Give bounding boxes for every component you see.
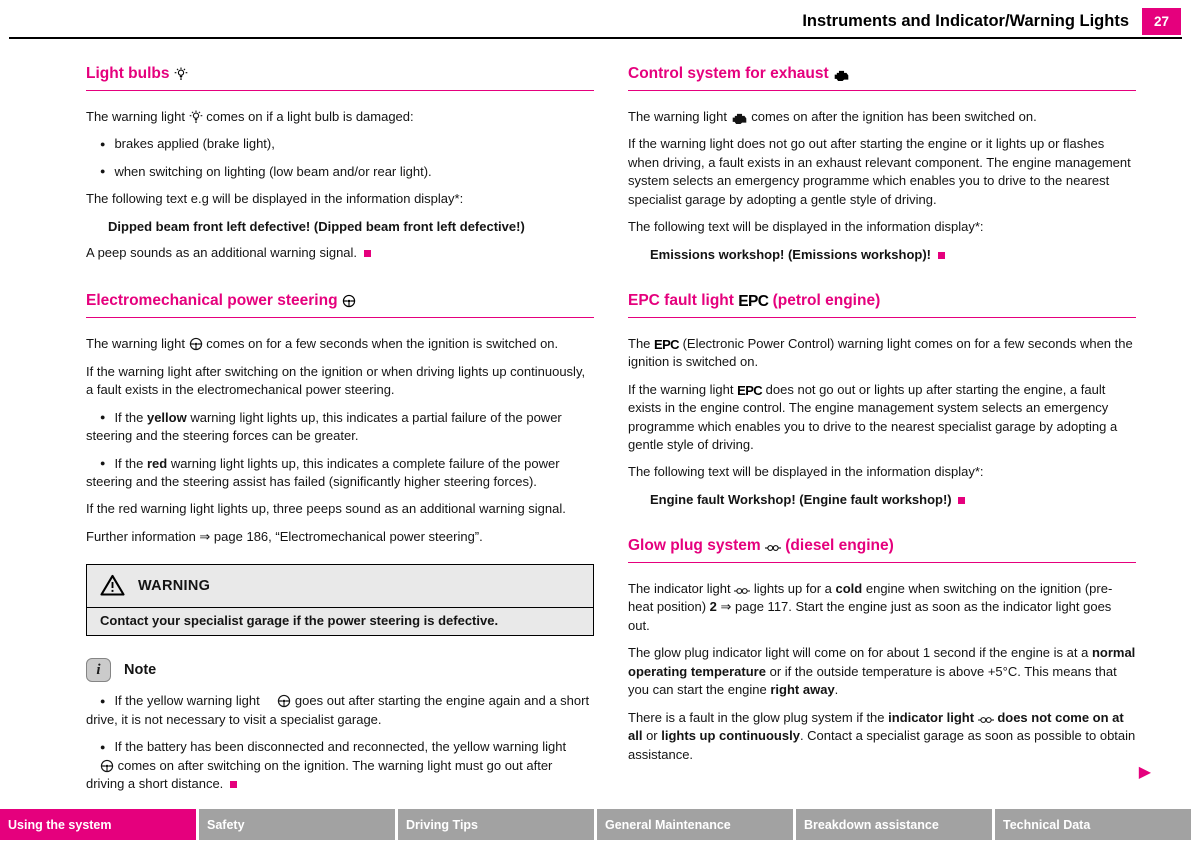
section-end-marker	[364, 250, 371, 257]
paragraph: The EPC (Electronic Power Control) warning light comes on for a few seconds when the ignition is switched on.	[628, 335, 1133, 370]
paragraph: There is a fault in the glow plug system if the indicator light does not come on at all or lights up continuously. Contact a specialist garage as soon as possible to obtain assistance.	[628, 709, 1136, 762]
bullet-marker-icon: ●	[100, 695, 106, 706]
bullet-item: ● when switching on lighting (low beam and/or rear light).	[100, 163, 432, 179]
power-steering-warning-icon	[263, 694, 291, 708]
page-number-badge: 27	[1142, 8, 1181, 35]
bullet-marker-icon: ●	[100, 166, 106, 177]
note-label: Note	[124, 662, 157, 679]
power-steering-warning-icon	[189, 337, 203, 351]
paragraph: The glow plug indicator light will come on for about 1 second if the engine is at a normal operating temperature or if the outside temperature is above +5°C. This means that you can start the engine right away.	[628, 645, 1136, 698]
note-info-icon: i	[86, 658, 111, 682]
footer-tab-safety[interactable]: Safety	[199, 809, 395, 840]
content-area	[0, 39, 1191, 843]
power-steering-warning-icon	[342, 294, 356, 310]
glow-plug-warning-icon	[734, 583, 750, 596]
bullet-item: ● If the yellow warning light goes out after starting the engine again and a short drive, it is not necessary to visit a specialist garage.	[86, 693, 590, 727]
light-bulb-warning-icon	[189, 110, 203, 124]
right-column	[628, 65, 1136, 803]
warning-title: WARNING	[138, 578, 211, 595]
bullet-item: ● brakes applied (brake light),	[100, 136, 275, 152]
paragraph: If the warning light does not go out after starting the engine or it lights up or flashes when driving, a fault exists in an exhaust relevant component. The engine management system selects an emergency programme which enables you to drive to the nearest specialist garage by adopting a gentle style of driving.	[628, 136, 1131, 207]
bullet-marker-icon: ●	[100, 458, 106, 469]
section-heading: Glow plug system (diesel engine)	[628, 537, 1136, 563]
section-end-marker	[938, 252, 945, 259]
note-header	[86, 658, 594, 682]
page-header	[0, 0, 1191, 35]
section-end-marker	[230, 781, 237, 788]
paragraph: If the red warning light lights up, three peeps sound as an additional warning signal.	[86, 501, 566, 517]
bullet-item: ● If the red warning light lights up, this indicates a complete failure of the power steering and the steering assist has failed (significantly higher steering forces).	[86, 455, 560, 489]
bullet-marker-icon: ●	[100, 741, 106, 752]
epc-symbol-icon: EPC	[738, 292, 769, 310]
bullet-marker-icon: ●	[100, 412, 106, 423]
paragraph: The following text will be displayed in the information display*:	[628, 464, 984, 480]
paragraph: If the warning light after switching on the ignition or when driving lights up continuously, a fault exists in the electromechanical power steering.	[86, 363, 586, 398]
footer-tab-technical-data[interactable]: Technical Data	[995, 809, 1191, 840]
page-title: Instruments and Indicator/Warning Lights	[802, 12, 1129, 30]
bullet-marker-icon: ●	[100, 138, 106, 149]
glow-plug-warning-icon	[765, 539, 781, 555]
bullet-item: ● If the yellow warning light lights up, this indicates a partial failure of the power steering and the steering forces can be greater.	[86, 409, 562, 444]
section-heading: Electromechanical power steering	[86, 292, 594, 318]
paragraph: The indicator light lights up for a cold engine when switching on the ignition (pre-heat position) 2 ⇒ page 117. Start the engine just as soon as the indicator light goes out.	[628, 580, 1113, 633]
paragraph: The warning light comes on after the ignition has been switched on.	[628, 109, 1037, 124]
paragraph: If the warning light EPC does not go out or lights up after starting the engine, a fault exists in the engine control. The engine management system selects an emergency programme which enables you to drive to the nearest specialist garage by adopting a gentle style of driving.	[628, 381, 1118, 452]
footer-tab-using-the-system[interactable]: Using the system	[0, 809, 196, 840]
section-end-marker	[958, 497, 965, 504]
paragraph: The warning light comes on if a light bulb is damaged:	[86, 109, 414, 124]
warning-text: Contact your specialist garage if the power steering is defective.	[87, 607, 593, 635]
warning-triangle-icon	[100, 574, 125, 598]
continuation-arrow-icon: ▶	[1138, 764, 1151, 781]
footer-section-tabs	[0, 809, 1191, 840]
power-steering-warning-icon	[86, 759, 114, 773]
epc-symbol-icon: EPC	[737, 382, 763, 398]
light-bulb-warning-icon	[174, 67, 188, 83]
exhaust-control-warning-icon	[731, 111, 748, 124]
section-heading: Light bulbs	[86, 65, 594, 91]
exhaust-control-warning-icon	[833, 67, 850, 83]
section-heading: Control system for exhaust	[628, 65, 1136, 91]
paragraph: The following text will be displayed in the information display*:	[628, 219, 984, 235]
footer-tab-driving-tips[interactable]: Driving Tips	[398, 809, 594, 840]
section-heading: EPC fault light EPC (petrol engine)	[628, 292, 1136, 318]
footer-tab-breakdown-assistance[interactable]: Breakdown assistance	[796, 809, 992, 840]
paragraph: The following text e.g will be displayed in the information display*:	[86, 191, 464, 207]
bullet-item: ● If the battery has been disconnected and reconnected, the yellow warning light comes on after switching on the ignition. The warning light must go out after driving a short distance.	[86, 739, 567, 792]
glow-plug-warning-icon	[978, 712, 994, 725]
warning-header	[87, 565, 593, 607]
display-message: Engine fault Workshop! (Engine fault workshop!)	[650, 492, 1136, 507]
paragraph: The warning light comes on for a few seconds when the ignition is switched on.	[86, 336, 559, 352]
paragraph: Further information ⇒ page 186, “Electromechanical power steering”.	[86, 528, 483, 544]
footer-tab-general-maintenance[interactable]: General Maintenance	[597, 809, 793, 840]
warning-box	[86, 564, 594, 636]
paragraph: A peep sounds as an additional warning signal.	[86, 244, 594, 262]
epc-symbol-icon: EPC	[654, 336, 679, 352]
left-column	[86, 65, 594, 803]
display-message: Dipped beam front left defective! (Dipped beam front left defective!)	[108, 218, 525, 234]
display-message: Emissions workshop! (Emissions workshop)!	[650, 247, 1136, 262]
